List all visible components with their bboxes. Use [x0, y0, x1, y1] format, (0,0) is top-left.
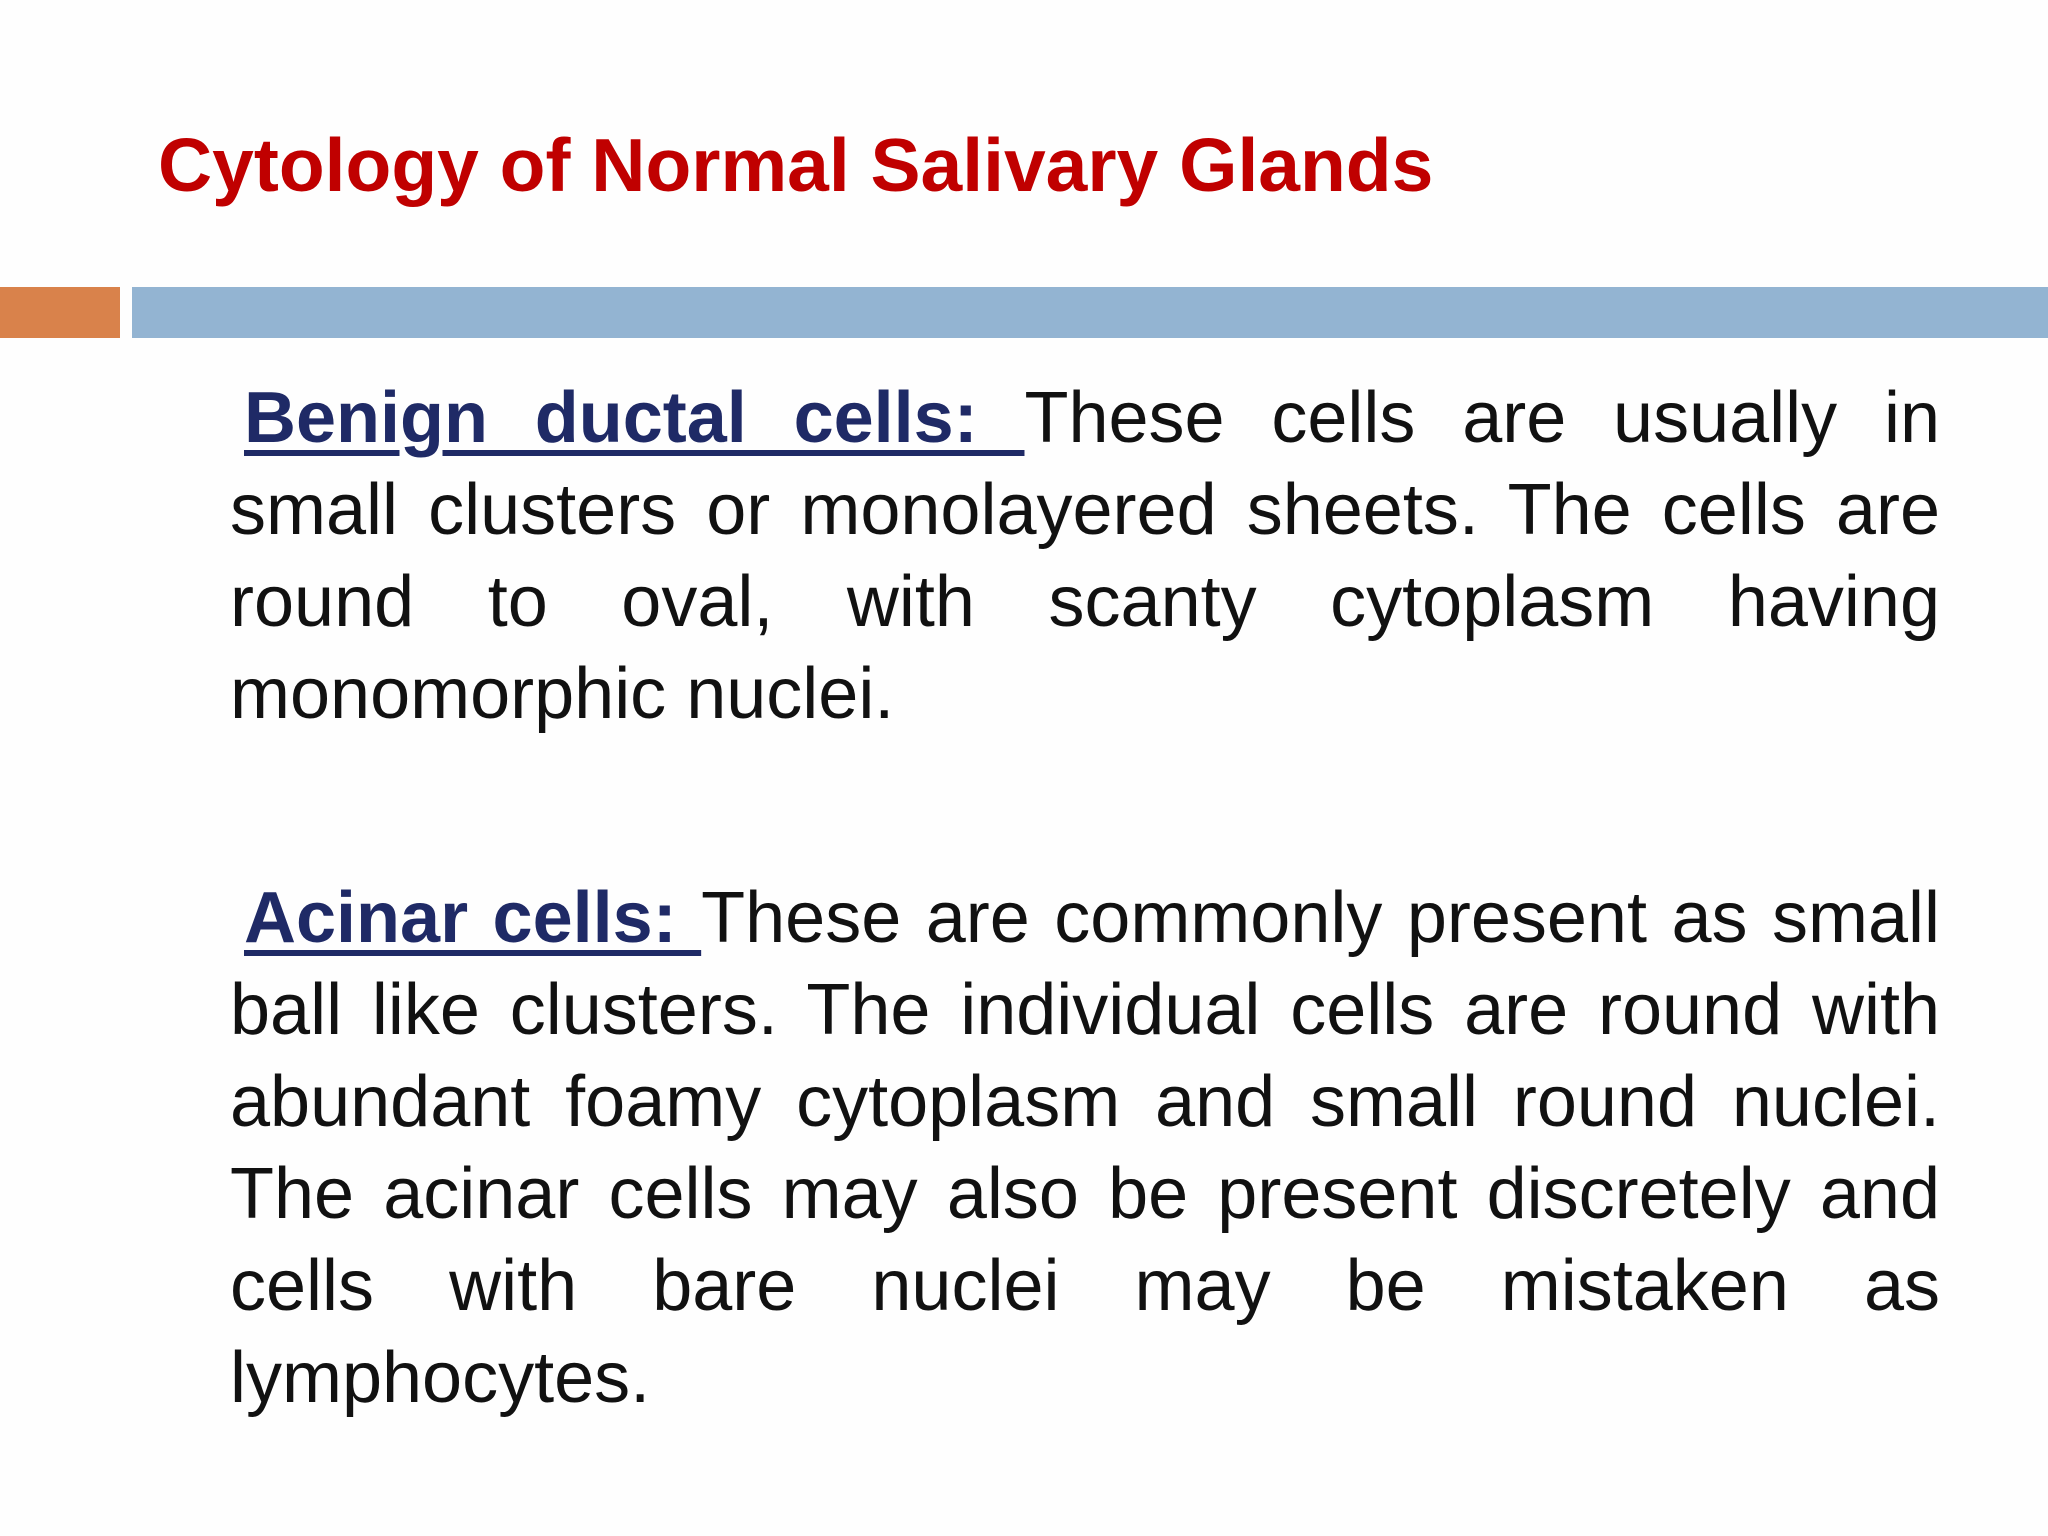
paragraph-acinar-cells: [230, 872, 1940, 1424]
slide-title: Cytology of Normal Salivary Glands: [158, 123, 1434, 207]
paragraph-text: These cells are usually in small clusters or monolayered sheets. The cells are round to oval, with scanty cytoplasm having monomorphic nuclei.: [230, 378, 1940, 734]
accent-bar-blue: [132, 287, 2048, 338]
term-benign-ductal-cells: Benign ductal cells:: [244, 378, 1025, 458]
paragraph-benign-ductal-cells: [230, 372, 1940, 740]
accent-bar-orange: [0, 287, 120, 338]
term-acinar-cells: Acinar cells:: [244, 878, 702, 958]
paragraph-text: These are commonly present as small ball like clusters. The individual cells are round with abundant foamy cytoplasm and small round nuclei. The acinar cells may also be present discretely and cells with bare nuclei may be mistaken as lymphocytes.: [230, 878, 1940, 1418]
